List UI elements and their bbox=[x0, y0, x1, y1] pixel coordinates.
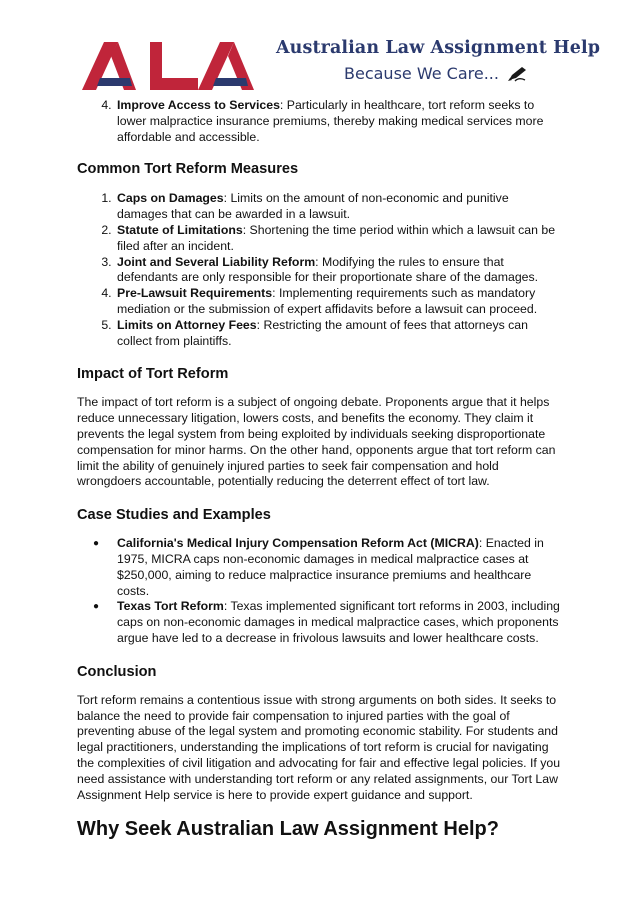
item-text: : Shortening the time period within which a lawsuit can be filed after an incident. bbox=[117, 222, 556, 253]
list-item bbox=[115, 255, 561, 287]
list-item bbox=[115, 599, 561, 646]
section-heading-cases: Case Studies and Examples bbox=[77, 507, 271, 524]
pen-icon bbox=[507, 66, 527, 82]
item-text: : Limits on the amount of non-economic and punitive damages that can be awarded in a lawsuit. bbox=[117, 191, 509, 222]
item-text: : Texas implemented significant tort reforms in 2003, including caps on non-economic damages in medical malpractice cases, which proponents argue have led to a decrease in frivolous lawsuits and lower healthcare costs. bbox=[117, 599, 560, 645]
document-body bbox=[77, 97, 561, 841]
item-term: Improve Access to Services bbox=[117, 98, 280, 112]
item-text: : Implementing requirements such as mandatory mediation or the submission of expert affidavits before a lawsuit can proceed. bbox=[117, 286, 538, 316]
brand-tagline: Because We Care... bbox=[344, 64, 499, 83]
intro-list bbox=[77, 98, 561, 145]
brand-tagline-row bbox=[344, 64, 576, 83]
item-text: : Enacted in 1975, MICRA caps non-economic damages in medical malpractice cases at $250,000, aiming to reduce malpractice insurance premiums and healthcare costs. bbox=[117, 536, 544, 598]
item-term: California's Medical Injury Compensation Reform Act (MICRA) bbox=[117, 536, 479, 551]
item-term: Limits on Attorney Fees bbox=[117, 317, 257, 332]
cases-list bbox=[77, 536, 561, 647]
item-text: : Particularly in healthcare, tort reform seeks to lower malpractice insurance premiums, thereby making medical services more affordable and accessible. bbox=[117, 98, 544, 144]
item-term: Texas Tort Reform bbox=[117, 599, 224, 614]
item-term: Pre-Lawsuit Requirements bbox=[117, 286, 273, 301]
conclusion-paragraph: Tort reform remains a contentious issue with strong arguments on both sides. It seeks to balance the need to provide fair compensation to injured parties with the goal of preventing abuse of the legal system and promoting economic stability. For students and legal practitioners, understanding the implications of tort reform is crucial for navigating the complexities of civil litigation and advocating for fair and effective legal policies. If you need assistance with understanding tort reform or any related assignments, our Tort Law Assignment Help service is here to provide expert guidance and support. bbox=[77, 692, 561, 802]
list-item bbox=[115, 98, 561, 145]
section-heading-conclusion: Conclusion bbox=[77, 663, 157, 680]
item-text: : Restricting the amount of fees that attorneys can collect from plaintiffs. bbox=[117, 317, 528, 348]
brand-block bbox=[276, 38, 601, 83]
list-item bbox=[115, 191, 561, 223]
item-term: Statute of Limitations bbox=[117, 222, 243, 237]
list-item bbox=[115, 536, 561, 599]
list-item bbox=[115, 286, 561, 318]
item-term: Joint and Several Liability Reform bbox=[117, 254, 316, 269]
item-term: Caps on Damages bbox=[117, 191, 224, 206]
brand-title: Australian Law Assignment Help bbox=[276, 38, 601, 58]
list-item bbox=[115, 223, 561, 255]
section-heading-why: Why Seek Australian Law Assignment Help? bbox=[77, 818, 499, 841]
list-item bbox=[115, 318, 561, 350]
page-header bbox=[0, 0, 638, 98]
impact-paragraph: The impact of tort reform is a subject of ongoing debate. Proponents argue that it helps reduce unnecessary litigation, lowers costs, and benefits the economy. They claim it prevents the legal system from being exploited by individuals seeking disproportionate compensation for minor harms. On the other hand, opponents argue that tort reform can limit the ability of genuinely injured parties to seek fair compensation and hold wrongdoers accountable, potentially reducing the deterrent effect of tort law. bbox=[77, 395, 556, 489]
section-heading-measures: Common Tort Reform Measures bbox=[77, 161, 299, 178]
section-heading-impact: Impact of Tort Reform bbox=[77, 366, 229, 383]
ala-logo bbox=[78, 38, 268, 90]
measures-list bbox=[77, 191, 561, 349]
item-text: : Modifying the rules to ensure that defendants are only responsible for their proportionate share of the damages. bbox=[117, 254, 539, 285]
